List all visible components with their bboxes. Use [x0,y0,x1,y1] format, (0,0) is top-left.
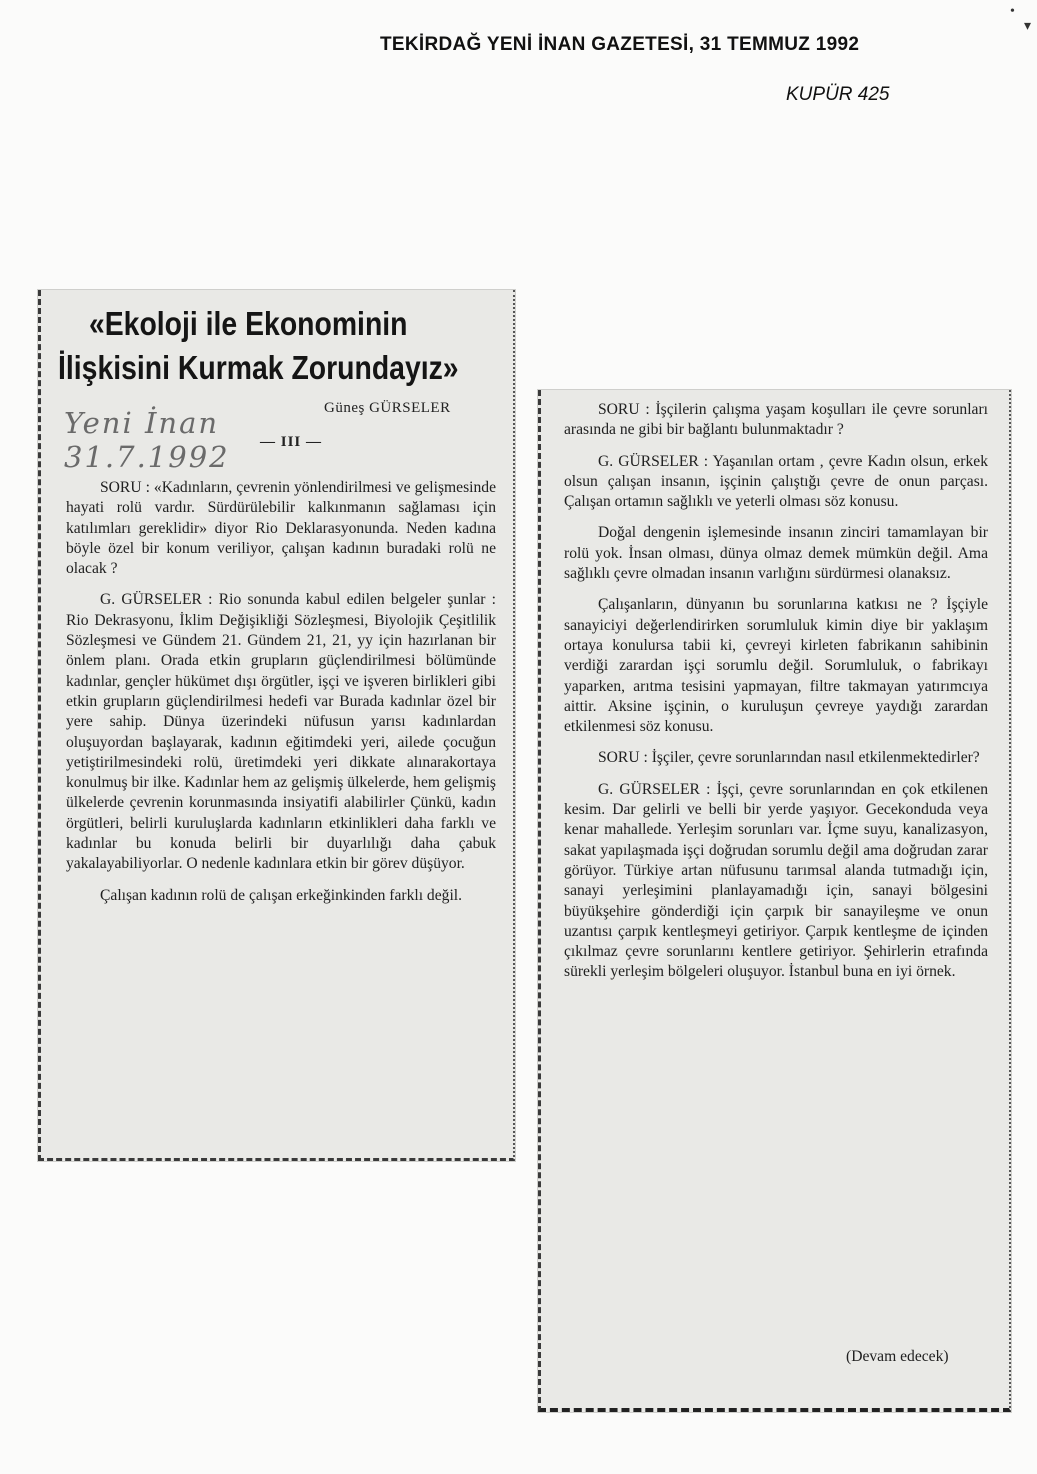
right-paragraph: Doğal dengenin işlemesinde insanın zinciri tamamlayan bir rolü yok. İnsan olması, dünya olmaz demek mümkün değil. Ama sağlıklı çevre olmadan insanın varlığını sürdürmesi olanaksız. [564,524,988,583]
right-paragraph: G. GÜRSELER : Yaşanılan ortam , çevre Kadın olsun, erkek olsun çalışan insanın, işçinin çalıştığı çevre de onun parçası. Çalışan ortamın sağlıklı ve yeterli olması söz konusu. [564,452,988,511]
left-paragraph: G. GÜRSELER : Rio sonunda kabul edilen belgeler şunlar : Rio Dekrasyonu, İklim Değişikliği Sözleşmesi, Biyolojik Çeşitlilik Sözleşmesi ve Gündem 21. Gündem 21, 21, yy için hazırlanan bir önlem planı. Orada etkin grupların güçlendirilmesi bölümünde kadınlar, gençler hükümet dışı örgütler, işçi ve işveren birlikleri gibi etkin grupların güçlendirilmesi hedefi var Burada kadınlar özel bir yere sahip. Dünya üzerindeki nüfusun yarısı kadınlardan oluşuyordan başlayarak, kadının eğitimdeki yeri, ailede çocuğun yetiştirilmesindeki rolü, üretimdeki yeri dikkate alınarakortaya konulmuş bir ilke. Kadınlar hem az gelişmiş ülkelerde, hem gelişmiş ülkelerde çevrenin korunmasında insiyatifi alabilirler Çünkü, kadın örgütleri, belirli kuruluşlarda kadınların etkinlikleri daha farklı ve kadınlar bu konuda belirli bir duyarlılığı daha çabuk yakalayabiliyorlar. O nedenle kadınlara etkin bir görev düşüyor. [66,591,496,873]
right-paragraph: G. GÜRSELER : İşçi, çevre sorunlarından en çok etkilenen kesim. Dar gelirli ve belli bir yerde yaşıyor. Gecekonduda veya kenar mahallede. Yerleşim sorunları var. İçme suyu, kanalizasyon, sakat yapılaşmada işçi doğrudan sorumlu değil ama doğrudan zarar görüyor. Türkiye artan nüfusunu tarımsal alanda tutmadığı için, sanayi yerleşimini planlayamadığı için, sanayi bölgesini büyükşehire gönderdiği için çarpık bir sanayileşme ve onun uzantısı çarpık kentleşmeyi getiriyor. Çarpık kentleşme de içinden çıkılmaz çevre sorunlarını kentlere getiriyor. Şehirlerin etrafında sürekli yerleşim bölgeleri oluşuyor. İstanbul buna en iyi örnek. [564,780,988,981]
corner-mark: ▾ [1024,19,1032,34]
left-paragraph: SORU : «Kadınların, çevrenin yönlendirilmesi ve gelişmesinde hayati rolü vardır. Sürdürülebilir kalkınmanın sağlaması için katılımları gereklidir» diyor Rio Deklarasyonunda. Neden kadına böyle özel bir konum veriliyor, çalışan kadının buradaki rolü ne olacak ? [66,479,496,578]
right-article-column [564,400,988,994]
newspaper-source-title: TEKİRDAĞ YENİ İNAN GAZETESİ, 31 TEMMUZ 1992 [380,34,860,55]
right-paragraph: SORU : İşçilerin çalışma yaşam koşulları ile çevre sorunları arasında ne gibi bir bağlantı bulunmaktadır ? [564,401,988,439]
right-paragraph: Çalışanların, dünyanın bu sorunlarına katkısı ne ? İşçiyle sanayiciyi değerlendirirken sorumluluk kimin diye bir yaklaşım ortaya konulursa tabii ki, çevreyi kirleten fabrikanın sahibinin verdiği zarardan işçi sorumlu değil. Sorumluluk, o fabrikayı yaparken, arıtma tesisini yapmayan, filtre takmayan yatırımcıya aittir. Aksine işçinin, o kuruluşun çevreye yaydığı zarardan etkilenmesi söz konusu. [564,596,988,736]
article-headline [58,302,459,390]
article-part-number: — III — [260,434,323,450]
corner-mark: • [1010,4,1015,19]
clipping-number: KUPÜR 425 [786,84,890,105]
headline-line-1: «Ekoloji ile Ekonominin [88,305,408,342]
right-paragraph: SORU : İşçiler, çevre sorunlarından nasıl etkilenmektedirler? [598,749,980,767]
headline-line-2: İlişkisini Kurmak Zorundayız» [58,349,459,386]
article-author: Güneş GÜRSELER [324,400,451,416]
handwritten-date-note: Yeni İnan 31.7.1992 [64,406,230,474]
left-article-column [66,478,496,917]
continued-note: (Devam edecek) [846,1348,949,1365]
left-paragraph: Çalışan kadının rolü de çalışan erkeğinkinden farklı değil. [100,886,463,904]
